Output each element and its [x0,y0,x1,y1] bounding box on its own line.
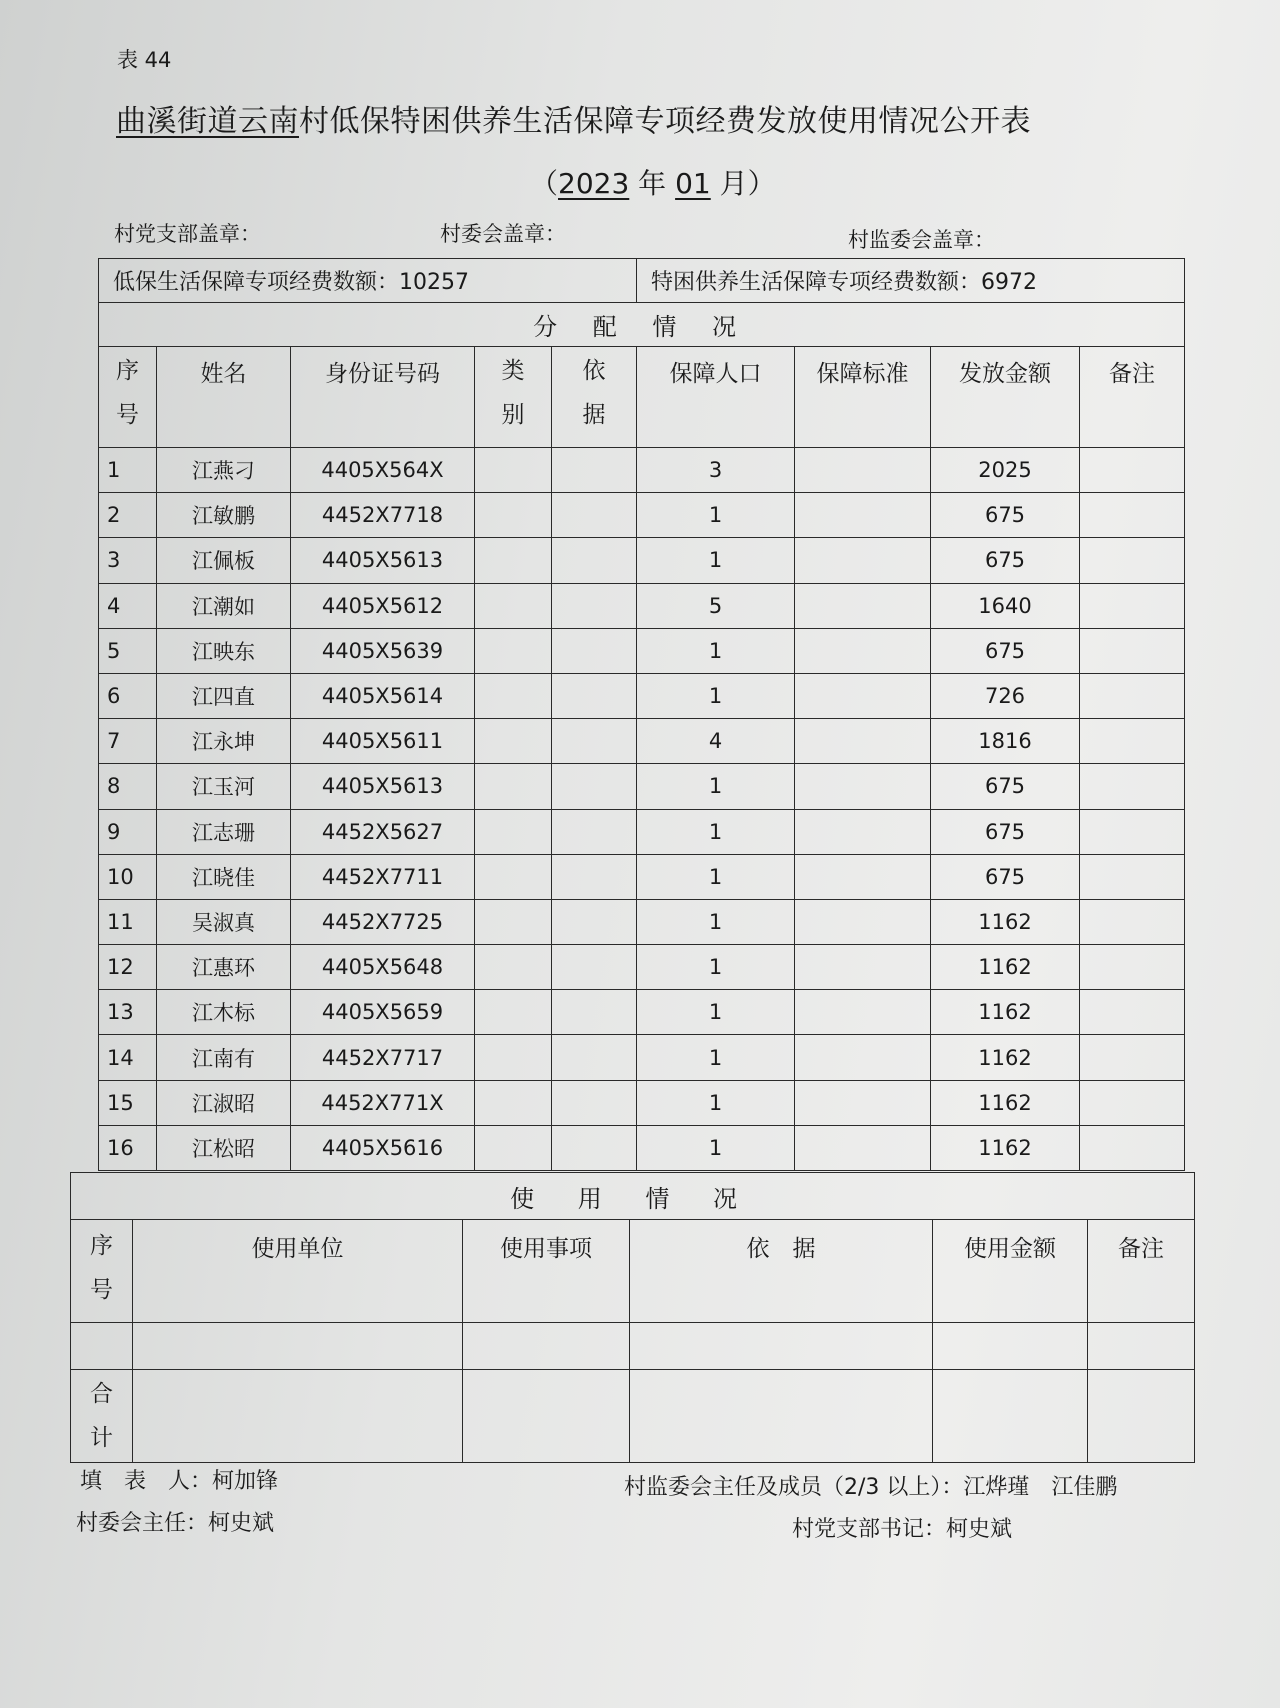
row-standard [795,1125,931,1170]
table-row [99,538,1185,583]
row-name: 江潮如 [157,583,291,628]
title-rest: 村低保特困供养生活保障专项经费发放使用情况公开表 [299,104,1031,139]
table-row [99,628,1185,673]
preparer-signature: 填 表 人：柯加锋 [80,1469,279,1494]
col-header-id: 身份证号码 [291,347,475,448]
row-population: 1 [637,628,795,673]
row-remark [1080,583,1185,628]
table-row [99,673,1185,718]
secretary-signature: 村党支部书记：柯史斌 [792,1517,1013,1542]
row-amount: 1162 [931,1035,1080,1080]
row-amount: 1162 [931,899,1080,944]
row-standard [795,854,931,899]
row-amount: 726 [931,673,1080,718]
row-no: 10 [99,854,157,899]
table-row [99,1125,1185,1170]
row-standard [795,1080,931,1125]
row-remark [1080,945,1185,990]
row-category [475,899,552,944]
row-population: 1 [637,809,795,854]
row-no: 8 [99,764,157,809]
table-row [99,945,1185,990]
row-standard [795,719,931,764]
distribution-section-title: 分 配 情 况 [99,303,1185,347]
dibao-fund-label: 低保生活保障专项经费数额： [113,270,400,295]
title-street: 曲溪街道 [116,104,238,139]
row-remark [1080,448,1185,493]
row-remark [1080,854,1185,899]
row-name: 江燕刁 [157,448,291,493]
row-standard [795,899,931,944]
row-basis [552,448,637,493]
row-name: 江玉河 [157,764,291,809]
table-row [99,493,1185,538]
col-header-amount: 发放金额 [931,347,1080,448]
row-no: 6 [99,673,157,718]
row-no: 2 [99,493,157,538]
usage-col-header-basis: 依 据 [630,1220,933,1323]
row-category [475,809,552,854]
title-village: 云南 [238,104,299,139]
row-population: 1 [637,493,795,538]
row-name: 江志珊 [157,809,291,854]
row-population: 1 [637,945,795,990]
row-remark [1080,538,1185,583]
row-basis [552,583,637,628]
row-no: 1 [99,448,157,493]
row-category [475,538,552,583]
dibao-fund-value: 10257 [399,270,470,295]
row-population: 1 [637,673,795,718]
row-basis [552,719,637,764]
table-row [99,899,1185,944]
row-amount: 1816 [931,719,1080,764]
row-amount: 675 [931,854,1080,899]
col-header-name: 姓名 [157,347,291,448]
row-standard [795,538,931,583]
row-category [475,1080,552,1125]
row-no: 9 [99,809,157,854]
row-population: 1 [637,854,795,899]
table-row [99,448,1185,493]
row-standard [795,764,931,809]
document-period: （2023 年 01 月） [530,167,776,200]
usage-total-row [71,1370,1195,1463]
col-header-remark: 备注 [1080,347,1185,448]
row-no: 5 [99,628,157,673]
row-population: 1 [637,764,795,809]
period-month: 01 [675,167,711,200]
row-id: 4405X5639 [291,628,475,673]
supervision-member-names: 江烨瑾 江佳鹏 [963,1475,1118,1500]
row-population: 1 [637,1035,795,1080]
row-amount: 1162 [931,945,1080,990]
period-year: 2023 [558,167,630,200]
row-basis [552,1035,637,1080]
row-amount: 1162 [931,990,1080,1035]
row-id: 4452X7718 [291,493,475,538]
row-category [475,628,552,673]
row-population: 4 [637,719,795,764]
row-name: 江佩板 [157,538,291,583]
fund-amount-row [99,259,1185,303]
table-row [99,809,1185,854]
row-name: 江惠环 [157,945,291,990]
tekun-fund-cell [637,259,1185,303]
row-no: 12 [99,945,157,990]
table-row [99,1035,1185,1080]
row-id: 4405X5616 [291,1125,475,1170]
row-id: 4452X7725 [291,899,475,944]
row-no: 13 [99,990,157,1035]
row-no: 14 [99,1035,157,1080]
secretary-name: 柯史斌 [946,1517,1013,1542]
row-standard [795,809,931,854]
row-category [475,764,552,809]
usage-col-header-item: 使用事项 [463,1220,630,1323]
table-number: 表 44 [117,48,172,72]
table-row [99,854,1185,899]
row-id: 4405X5648 [291,945,475,990]
usage-table [70,1172,1195,1463]
row-remark [1080,1080,1185,1125]
row-id: 4452X7717 [291,1035,475,1080]
row-name: 江木标 [157,990,291,1035]
row-category [475,945,552,990]
row-no: 3 [99,538,157,583]
row-id: 4405X5614 [291,673,475,718]
tekun-fund-value: 6972 [981,270,1038,295]
row-standard [795,945,931,990]
row-remark [1080,719,1185,764]
row-population: 1 [637,1080,795,1125]
row-name: 江南有 [157,1035,291,1080]
row-name: 江映东 [157,628,291,673]
row-remark [1080,809,1185,854]
row-standard [795,990,931,1035]
row-basis [552,538,637,583]
distribution-header-row [99,347,1185,448]
row-id: 4405X5659 [291,990,475,1035]
director-signature: 村委会主任：柯史斌 [76,1511,275,1536]
row-population: 1 [637,899,795,944]
row-amount: 1640 [931,583,1080,628]
row-id: 4405X5611 [291,719,475,764]
dibao-fund-cell [99,259,637,303]
row-amount: 1162 [931,1125,1080,1170]
table-row [99,764,1185,809]
row-no: 11 [99,899,157,944]
usage-col-header-amount: 使用金额 [933,1220,1088,1323]
row-name: 江敏鹏 [157,493,291,538]
supervision-committee-stamp-label: 村监委会盖章： [848,228,995,252]
table-row [99,719,1185,764]
document-title [116,96,1031,140]
row-id: 4405X5612 [291,583,475,628]
usage-section-title: 使 用 情 况 [71,1173,1195,1220]
row-id: 4405X5613 [291,764,475,809]
supervision-signature: 村监委会主任及成员（2/3 以上）：江烨瑾 江佳鹏 [624,1475,1118,1500]
row-population: 1 [637,1125,795,1170]
row-category [475,1035,552,1080]
row-remark [1080,990,1185,1035]
row-category [475,673,552,718]
distribution-section-row [99,303,1185,347]
row-standard [795,448,931,493]
village-committee-stamp-label: 村委会盖章： [440,222,566,246]
distribution-table [98,258,1185,1171]
row-category [475,1125,552,1170]
row-id: 4452X5627 [291,809,475,854]
col-header-population: 保障人口 [637,347,795,448]
row-standard [795,583,931,628]
row-remark [1080,493,1185,538]
usage-col-header-remark: 备注 [1088,1220,1195,1323]
table-row [99,990,1185,1035]
row-amount: 675 [931,809,1080,854]
row-basis [552,1125,637,1170]
row-basis [552,945,637,990]
usage-header-row [71,1220,1195,1323]
usage-col-header-no: 序 号 [71,1220,133,1323]
col-header-no: 序 号 [99,347,157,448]
row-id: 4452X7711 [291,854,475,899]
row-basis [552,899,637,944]
row-remark [1080,1035,1185,1080]
row-basis [552,990,637,1035]
usage-empty-row [71,1323,1195,1370]
col-header-standard: 保障标准 [795,347,931,448]
row-id: 4405X564X [291,448,475,493]
row-name: 江四直 [157,673,291,718]
table-row [99,583,1185,628]
row-population: 3 [637,448,795,493]
row-name: 吴淑真 [157,899,291,944]
row-remark [1080,1125,1185,1170]
row-basis [552,1080,637,1125]
row-category [475,990,552,1035]
row-amount: 1162 [931,1080,1080,1125]
row-name: 江淑昭 [157,1080,291,1125]
row-amount: 675 [931,628,1080,673]
row-no: 4 [99,583,157,628]
col-header-category: 类 别 [475,347,552,448]
row-id: 4405X5613 [291,538,475,583]
row-amount: 2025 [931,448,1080,493]
row-basis [552,854,637,899]
row-population: 1 [637,990,795,1035]
party-branch-stamp-label: 村党支部盖章： [114,222,261,246]
usage-total-label: 合 计 [71,1370,133,1463]
row-amount: 675 [931,538,1080,583]
row-remark [1080,764,1185,809]
row-name: 江松昭 [157,1125,291,1170]
row-standard [795,1035,931,1080]
usage-section-row [71,1173,1195,1220]
tekun-fund-label: 特困供养生活保障专项经费数额： [651,270,982,295]
row-standard [795,493,931,538]
row-basis [552,764,637,809]
usage-col-header-unit: 使用单位 [133,1220,463,1323]
row-basis [552,628,637,673]
row-population: 1 [637,538,795,583]
row-name: 江永坤 [157,719,291,764]
table-row [99,1080,1185,1125]
row-category [475,583,552,628]
row-population: 5 [637,583,795,628]
row-amount: 675 [931,764,1080,809]
row-category [475,854,552,899]
row-remark [1080,628,1185,673]
row-no: 15 [99,1080,157,1125]
preparer-name: 柯加锋 [212,1469,279,1494]
row-basis [552,493,637,538]
row-category [475,719,552,764]
row-standard [795,673,931,718]
row-remark [1080,673,1185,718]
row-category [475,448,552,493]
row-amount: 675 [931,493,1080,538]
row-basis [552,809,637,854]
col-header-basis: 依 据 [552,347,637,448]
row-standard [795,628,931,673]
row-id: 4452X771X [291,1080,475,1125]
row-basis [552,673,637,718]
row-name: 江晓佳 [157,854,291,899]
row-category [475,493,552,538]
row-no: 7 [99,719,157,764]
row-no: 16 [99,1125,157,1170]
row-remark [1080,899,1185,944]
director-name: 柯史斌 [208,1511,275,1536]
